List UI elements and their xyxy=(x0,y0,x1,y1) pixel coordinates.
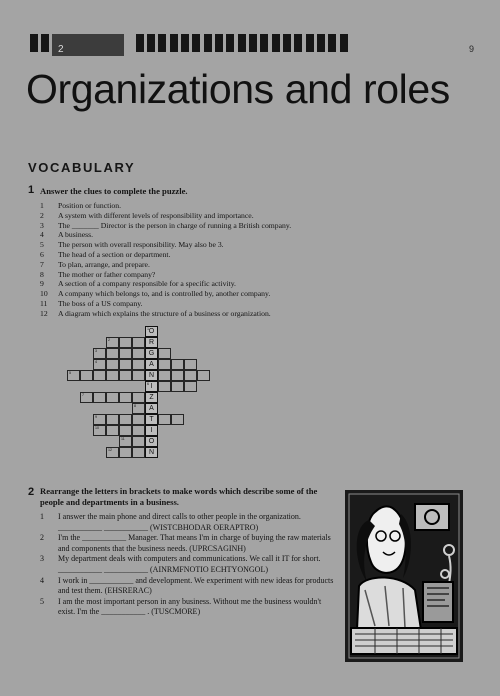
crossword-cell[interactable] xyxy=(132,392,145,403)
crossword-key-cell[interactable] xyxy=(145,392,158,403)
crossword-cell[interactable] xyxy=(119,447,132,458)
crossword-cell[interactable] xyxy=(171,414,184,425)
clue-item xyxy=(36,309,356,319)
crossword-cell[interactable] xyxy=(171,370,184,381)
section-heading: VOCABULARY xyxy=(28,160,136,175)
crossword-cell[interactable] xyxy=(93,414,106,425)
clue-number: 7 xyxy=(40,259,44,269)
crossword-key-letter: A xyxy=(149,361,154,368)
item-number: 5 xyxy=(40,596,44,606)
crossword-key-cell[interactable] xyxy=(145,403,158,414)
crossword-cell[interactable] xyxy=(158,381,171,392)
item-number: 2 xyxy=(40,533,44,543)
crossword-cell[interactable] xyxy=(184,359,197,370)
clue-item xyxy=(36,250,356,260)
clue-item xyxy=(36,211,356,221)
clue-number: 1 xyxy=(40,201,44,210)
clue-text: To plan, arrange, and prepare. xyxy=(58,259,150,269)
crossword-key-letter: T xyxy=(149,416,154,423)
clue-number: 12 xyxy=(40,308,48,318)
crossword-cell[interactable] xyxy=(132,403,145,414)
crossword-cell[interactable] xyxy=(106,392,119,403)
chapter-tab xyxy=(294,34,302,52)
item-text: I work in ___________ and development. We experiment with new ideas for products and test them. (EHSRERAC) xyxy=(58,575,334,596)
crossword-clue-number: 7 xyxy=(82,393,84,397)
crossword-cell[interactable] xyxy=(93,392,106,403)
exercise-2-item xyxy=(40,554,340,575)
page-number: 9 xyxy=(468,44,474,54)
crossword-grid xyxy=(37,326,297,476)
crossword-key-cell[interactable] xyxy=(145,447,158,458)
clue-number: 10 xyxy=(40,289,48,299)
crossword-key-letter: A xyxy=(149,405,154,412)
crossword-cell[interactable] xyxy=(171,381,184,392)
exercise-1-instruction: Answer the clues to complete the puzzle. xyxy=(40,186,188,196)
crossword-clue-number: 2 xyxy=(108,338,110,342)
crossword-cell[interactable] xyxy=(80,392,93,403)
clue-text: A company which belongs to, and is controlled by, another company. xyxy=(58,289,271,299)
crossword-cell[interactable] xyxy=(106,359,119,370)
crossword-key-letter: I xyxy=(150,427,153,434)
crossword-clue-number: 8 xyxy=(134,404,136,408)
exercise-2-item xyxy=(40,576,340,597)
crossword-cell[interactable] xyxy=(106,337,119,348)
exercise-2-number: 2 xyxy=(28,486,35,498)
crossword-cell[interactable] xyxy=(67,370,80,381)
chapter-number: 2 xyxy=(58,44,64,55)
exercise-2-items xyxy=(40,512,340,618)
crossword-key-cell[interactable] xyxy=(145,381,158,392)
clue-text: The _______ Director is the person in charge of running a British company. xyxy=(58,220,292,230)
clue-number: 9 xyxy=(40,279,44,289)
clue-item xyxy=(36,279,356,289)
clue-number: 2 xyxy=(40,210,44,220)
chapter-tab xyxy=(41,34,49,52)
crossword-cell[interactable] xyxy=(106,425,119,436)
crossword-key-cell[interactable] xyxy=(145,326,158,337)
chapter-tab xyxy=(260,34,268,52)
item-text: My department deals with computers and communications. We call it IT for short. ___________ ___________ (AINRMFNOTIO ECHTYONGOL) xyxy=(58,554,321,574)
chapter-tab xyxy=(158,34,166,52)
crossword-cell[interactable] xyxy=(93,425,106,436)
chapter-tab xyxy=(272,34,280,52)
clue-item xyxy=(36,221,356,231)
crossword-cell[interactable] xyxy=(106,414,119,425)
page-title: Organizations and roles xyxy=(26,66,450,112)
crossword-key-letter: I xyxy=(150,383,153,390)
chapter-tab xyxy=(204,34,212,52)
chapter-tab xyxy=(215,34,223,52)
crossword-cell[interactable] xyxy=(132,436,145,447)
crossword-clue-number: 12 xyxy=(108,448,112,452)
crossword-key-cell[interactable] xyxy=(145,348,158,359)
exercise-1-number: 1 xyxy=(28,184,35,196)
crossword-key-cell[interactable] xyxy=(145,359,158,370)
item-number: 3 xyxy=(40,554,44,564)
chapter-tab xyxy=(306,34,314,52)
crossword-cell[interactable] xyxy=(119,436,132,447)
exercise-2-item xyxy=(40,597,340,618)
clue-number: 8 xyxy=(40,269,44,279)
crossword-cell[interactable] xyxy=(106,447,119,458)
crossword-cell[interactable] xyxy=(132,370,145,381)
clue-number: 11 xyxy=(40,298,48,308)
clue-text: The person with overall responsibility. May also be 3. xyxy=(58,240,224,250)
chapter-tab xyxy=(238,34,246,52)
clue-text: A system with different levels of responsibility and importance. xyxy=(58,210,254,220)
crossword-cell[interactable] xyxy=(132,359,145,370)
crossword-cell[interactable] xyxy=(93,348,106,359)
crossword-key-letter: R xyxy=(148,339,155,346)
crossword-cell[interactable] xyxy=(119,414,132,425)
crossword-key-cell[interactable] xyxy=(145,337,158,348)
chapter-tab xyxy=(147,34,155,52)
crossword-key-letter: O xyxy=(148,328,155,335)
crossword-cell[interactable] xyxy=(171,359,184,370)
clue-text: The head of a section or department. xyxy=(58,249,171,259)
crossword-cell[interactable] xyxy=(119,359,132,370)
clue-text: A diagram which explains the structure of a business or organization. xyxy=(58,308,271,318)
crossword-key-cell[interactable] xyxy=(145,436,158,447)
crossword-key-letter: G xyxy=(148,350,155,357)
crossword-cell[interactable] xyxy=(119,392,132,403)
exercise-2-instruction: Rearrange the letters in brackets to make words which describe some of the people and departments in a business. xyxy=(40,486,318,507)
crossword-cell[interactable] xyxy=(158,359,171,370)
item-number: 4 xyxy=(40,575,44,585)
crossword-cell[interactable] xyxy=(158,348,171,359)
clue-item xyxy=(36,289,356,299)
item-text: I am the most important person in any business. Without me the business wouldn't exist. I'm the ___________ . (TUSCMORE) xyxy=(58,596,322,617)
chapter-tab xyxy=(328,34,336,52)
chapter-tab xyxy=(170,34,178,52)
clue-text: The mother or father company? xyxy=(58,269,156,279)
crossword-clue-number: 3 xyxy=(95,349,97,353)
clue-item xyxy=(36,240,356,250)
crossword-clue-number: 10 xyxy=(95,426,99,430)
exercise-2-item xyxy=(40,533,340,554)
crossword-cell[interactable] xyxy=(106,370,119,381)
clue-item xyxy=(36,201,356,211)
crossword-clue-number: 9 xyxy=(95,415,97,419)
crossword-cell[interactable] xyxy=(119,337,132,348)
crossword-key-cell[interactable] xyxy=(145,370,158,381)
crossword-key-letter: N xyxy=(148,372,155,379)
woman-at-computer-icon xyxy=(345,490,463,662)
crossword-cell[interactable] xyxy=(184,370,197,381)
crossword-key-letter: O xyxy=(148,438,155,445)
crossword-cell[interactable] xyxy=(132,414,145,425)
crossword-key-letter: Z xyxy=(149,394,154,401)
clue-number: 5 xyxy=(40,240,44,250)
chapter-tab xyxy=(192,34,200,52)
clue-number: 3 xyxy=(40,220,44,230)
crossword-cell[interactable] xyxy=(132,348,145,359)
crossword-cell[interactable] xyxy=(132,425,145,436)
crossword-cell[interactable] xyxy=(93,359,106,370)
crossword-cell[interactable] xyxy=(184,381,197,392)
clue-list xyxy=(36,201,356,319)
chapter-tabs xyxy=(30,34,348,56)
clue-item xyxy=(36,260,356,270)
clue-text: A business. xyxy=(58,230,94,240)
crossword-key-cell[interactable] xyxy=(145,414,158,425)
crossword-cell[interactable] xyxy=(132,447,145,458)
crossword-cell[interactable] xyxy=(80,370,93,381)
crossword-cell[interactable] xyxy=(119,348,132,359)
crossword-cell[interactable] xyxy=(132,337,145,348)
crossword-cell[interactable] xyxy=(119,370,132,381)
crossword-cell[interactable] xyxy=(106,348,119,359)
crossword-key-letter: N xyxy=(148,449,155,456)
crossword-cell[interactable] xyxy=(93,370,106,381)
chapter-tab xyxy=(136,34,144,52)
clue-text: Position or function. xyxy=(58,201,121,210)
crossword-cell[interactable] xyxy=(119,425,132,436)
clue-item xyxy=(36,230,356,240)
chapter-tab xyxy=(30,34,38,52)
clue-item xyxy=(36,270,356,280)
chapter-tab xyxy=(249,34,257,52)
item-text: I'm the ___________ Manager. That means I'm in charge of buying the raw materials and components that the business needs. (UPRCSAGINH) xyxy=(58,533,331,553)
exercise-2-item xyxy=(40,512,340,533)
item-number: 1 xyxy=(40,512,44,521)
crossword-key-cell[interactable] xyxy=(145,425,158,436)
chapter-tab xyxy=(317,34,325,52)
chapter-tab xyxy=(283,34,291,52)
item-text: I answer the main phone and direct calls to other people in the organization. ___________ ___________ (WISTCBHODAR OERAPTRO) xyxy=(58,512,301,532)
chapter-tab xyxy=(226,34,234,52)
crossword-clue-number: 5 xyxy=(69,371,71,375)
crossword-clue-number: 4 xyxy=(95,360,97,364)
clue-text: The boss of a US company. xyxy=(58,298,143,308)
clue-number: 6 xyxy=(40,249,44,259)
clue-item xyxy=(36,299,356,309)
crossword-clue-number: 6 xyxy=(147,382,149,386)
crossword-cell[interactable] xyxy=(197,370,210,381)
clue-number: 4 xyxy=(40,230,44,240)
chapter-tab xyxy=(340,34,348,52)
crossword-clue-number: 1 xyxy=(147,327,149,331)
crossword-cell[interactable] xyxy=(158,414,171,425)
crossword-cell[interactable] xyxy=(158,370,171,381)
crossword-clue-number: 11 xyxy=(121,437,125,441)
chapter-tab xyxy=(181,34,189,52)
clue-text: A section of a company responsible for a specific activity. xyxy=(58,279,236,289)
